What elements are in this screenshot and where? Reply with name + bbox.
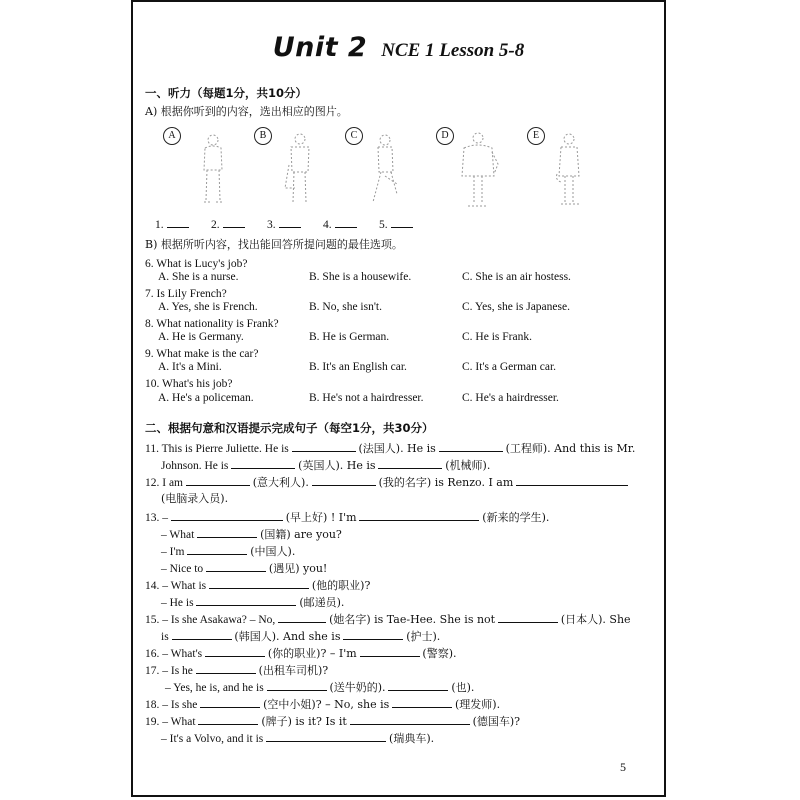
part-b-instruction: B) 根据所听内容，找出能回答所提问题的最佳选项。	[145, 238, 403, 251]
sentence-12-line-1: 12. I am (意大利人). (我的名字) is Renzo. I am	[145, 475, 628, 490]
sentence-13-line-1: 13. – (早上好) ! I'm (新来的学生).	[145, 511, 550, 524]
sentence-17-line-1: 17. – Is he (出租车司机)?	[145, 664, 329, 677]
question-8: 8. What nationality is Frank?	[145, 318, 279, 330]
question-6: 6. What is Lucy's job?	[145, 258, 248, 270]
answer-blank-2[interactable]: 2.	[211, 217, 245, 232]
sentence-15-line-1: 15. – Is she Asakawa? – No, (她名字) is Tae-Hee. She is not (日本人). She	[145, 613, 631, 626]
q8-option-c[interactable]: C. He is Frank.	[462, 331, 532, 343]
blank[interactable]	[196, 595, 296, 606]
sentence-13-line-2: – What (国籍) are you?	[161, 528, 342, 541]
blank[interactable]	[209, 578, 309, 589]
q9-option-b[interactable]: B. It's an English car.	[309, 361, 407, 373]
blank[interactable]	[278, 612, 326, 623]
blank[interactable]	[312, 475, 376, 486]
question-10: 10. What's his job?	[145, 378, 233, 390]
page-number: 5	[620, 760, 626, 774]
person-figure-c-icon	[367, 132, 401, 210]
question-7: 7. Is Lily French?	[145, 288, 227, 300]
sentence-11-line-1: 11. This is Pierre Juliette. He is (法国人). He is (工程师). And this is Mr.	[145, 442, 636, 455]
blank[interactable]	[198, 714, 258, 725]
blank[interactable]	[343, 629, 403, 640]
q8-option-b[interactable]: B. He is German.	[309, 331, 390, 343]
q9-option-c[interactable]: C. It's a German car.	[462, 361, 557, 373]
answer-blank-5[interactable]: 5.	[379, 217, 413, 232]
blank[interactable]	[205, 646, 265, 657]
blank[interactable]	[266, 731, 386, 742]
blank[interactable]	[200, 697, 260, 708]
blank[interactable]	[359, 510, 479, 521]
sentence-14-line-1: 14. – What is (他的职业)?	[145, 579, 371, 592]
unit-title: Unit 2	[272, 32, 368, 63]
blank[interactable]	[350, 714, 470, 725]
q7-option-c[interactable]: C. Yes, she is Japanese.	[462, 301, 570, 313]
blank[interactable]	[187, 544, 247, 555]
sentence-15-line-2: is (韩国人). And she is (护士).	[161, 630, 441, 643]
blank[interactable]	[267, 680, 327, 691]
answer-blank-3[interactable]: 3.	[267, 217, 301, 232]
person-figure-e-icon	[551, 130, 585, 208]
blank[interactable]	[171, 510, 283, 521]
q6-option-a[interactable]: A. She is a nurse.	[158, 271, 239, 283]
blank[interactable]	[197, 527, 257, 538]
person-figure-d-icon	[458, 130, 502, 208]
section-completion-heading: 二、根据句意和汉语提示完成句子（每空1分，共30分）	[145, 421, 434, 435]
worksheet-page	[131, 0, 666, 797]
sentence-14-line-2: – He is (邮递员).	[161, 596, 345, 609]
q10-option-a[interactable]: A. He's a policeman.	[158, 392, 254, 404]
q9-option-a[interactable]: A. It's a Mini.	[158, 361, 222, 373]
blank[interactable]	[360, 646, 420, 657]
blank[interactable]	[516, 475, 628, 486]
blank[interactable]	[172, 629, 232, 640]
blank[interactable]	[196, 663, 256, 674]
sentence-19-line-2: – It's a Volvo, and it is (瑞典车).	[161, 732, 435, 745]
blank[interactable]	[388, 680, 448, 691]
question-9: 9. What make is the car?	[145, 348, 259, 360]
blank[interactable]	[439, 441, 503, 452]
sentence-17-line-2: – Yes, he is, and he is (送牛奶的). (也).	[165, 681, 475, 694]
picture-label-c: C	[345, 127, 363, 145]
sentence-16: 16. – What's (你的职业)? – I'm (警察).	[145, 647, 457, 660]
sentence-13-line-4: – Nice to (遇见) you!	[161, 562, 328, 575]
q6-option-c[interactable]: C. She is an air hostess.	[462, 271, 571, 283]
blank[interactable]	[186, 475, 250, 486]
sentence-13-line-3: – I'm (中国人).	[161, 545, 296, 558]
q8-option-a[interactable]: A. He is Germany.	[158, 331, 244, 343]
blank[interactable]	[378, 458, 442, 469]
picture-label-b: B	[254, 127, 272, 145]
q7-option-b[interactable]: B. No, she isn't.	[309, 301, 382, 313]
blank[interactable]	[206, 561, 266, 572]
q10-option-b[interactable]: B. He's not a hairdresser.	[309, 392, 424, 404]
part-a-instruction: A) 根据你听到的内容，选出相应的图片。	[145, 105, 348, 118]
picture-label-a: A	[163, 127, 181, 145]
answer-blank-4[interactable]: 4.	[323, 217, 357, 232]
section-listening-heading: 一、听力（每题1分，共10分）	[145, 86, 308, 100]
q7-option-a[interactable]: A. Yes, she is French.	[158, 301, 258, 313]
picture-label-e: E	[527, 127, 545, 145]
q10-option-c[interactable]: C. He's a hairdresser.	[462, 392, 559, 404]
blank[interactable]	[292, 441, 356, 452]
q6-option-b[interactable]: B. She is a housewife.	[309, 271, 412, 283]
blank[interactable]	[231, 458, 295, 469]
sentence-12-line-2: (电脑录入员).	[161, 492, 229, 505]
picture-label-d: D	[436, 127, 454, 145]
sentence-11-line-2: Johnson. He is (英国人). He is (机械师).	[161, 459, 491, 472]
answer-blank-1[interactable]: 1.	[155, 217, 189, 232]
sentence-19-line-1: 19. – What (牌子) is it? Is it (德国车)?	[145, 715, 521, 728]
page-title	[133, 32, 664, 63]
person-figure-a-icon	[196, 130, 230, 208]
blank[interactable]	[498, 612, 558, 623]
person-figure-b-icon	[281, 130, 315, 208]
sentence-18: 18. – Is she (空中小姐)? – No, she is (理发师).	[145, 698, 501, 711]
lesson-subtitle: NCE 1 Lesson 5-8	[381, 40, 525, 61]
blank[interactable]	[392, 697, 452, 708]
